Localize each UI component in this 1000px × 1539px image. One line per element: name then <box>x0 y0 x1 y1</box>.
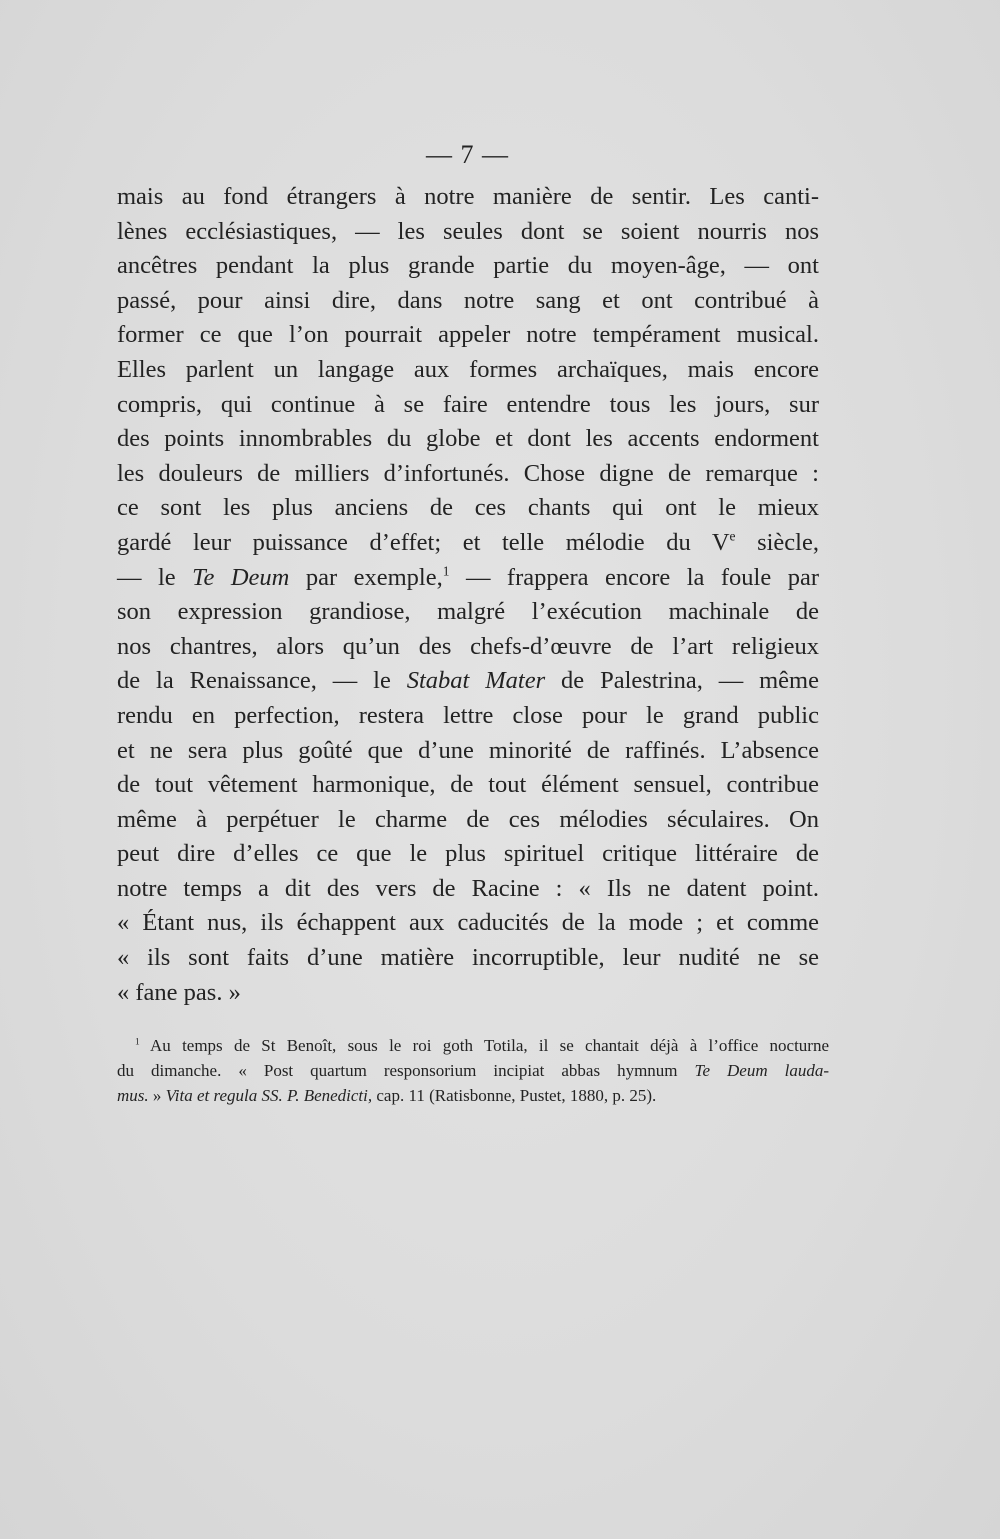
text-line: former ce que l’on pourrait appeler notre tempérament musical. <box>117 321 819 349</box>
text-line: peut dire d’elles ce que le plus spirituel critique littéraire de <box>117 840 819 868</box>
text-segment: de Palestrina, — même <box>545 667 819 695</box>
text-line <box>117 664 819 699</box>
footnote-marker: 1 <box>135 1037 140 1048</box>
footnote-reference: 1 <box>442 563 450 579</box>
italic-title: mus. <box>117 1086 149 1105</box>
text-line: son expression grandiose, malgré l’exécution machinale de <box>117 598 819 626</box>
text-segment: — frappera encore la foule par <box>449 563 819 591</box>
footnote <box>117 1033 829 1108</box>
text-segment: de la Renaissance, — le <box>117 667 407 695</box>
text-line: « fane pas. » <box>117 978 241 1006</box>
italic-title: Vita et regula SS. P. Benedicti, <box>165 1086 373 1105</box>
text-line: ancêtres pendant la plus grande partie du moyen-âge, — ont <box>117 252 819 280</box>
text-line: des points innombrables du globe et dont les accents endorment <box>117 425 819 453</box>
text-segment: gardé leur puissance d’effet; et telle mélodie du V <box>117 528 730 556</box>
text-segment: siècle, <box>735 528 819 556</box>
text-segment: par exemple, <box>289 563 443 591</box>
text-segment: — le <box>117 563 193 591</box>
page-number: — 7 — <box>426 140 509 169</box>
text-line: rendu en perfection, restera lettre close pour le grand public <box>117 701 819 729</box>
footnote-line <box>117 1058 829 1083</box>
body-text <box>117 180 819 1010</box>
footnote-line <box>117 1083 829 1108</box>
text-line: « Étant nus, ils échappent aux caducités de la mode ; et comme <box>117 909 819 937</box>
italic-title: Stabat Mater <box>406 667 546 695</box>
text-line: nos chantres, alors qu’un des chefs-d’œuvre de l’art religieux <box>117 632 819 660</box>
text-line: les douleurs de milliers d’infortunés. Chose digne de remarque : <box>117 459 819 487</box>
italic-title: Te Deum <box>192 563 290 591</box>
superscript: e <box>729 528 736 544</box>
footnote-line <box>117 1033 829 1058</box>
text-segment: Au temps de St Benoît, sous le roi goth Totila, il se chantait déjà à l’office nocturne <box>150 1036 829 1055</box>
text-line: même à perpétuer le charme de ces mélodies séculaires. On <box>117 805 819 833</box>
text-line: mais au fond étrangers à notre manière de sentir. Les canti- <box>117 183 819 210</box>
text-line: ce sont les plus anciens de ces chants qui ont le mieux <box>117 494 819 522</box>
italic-title: Te Deum lauda- <box>694 1061 829 1080</box>
text-line: Elles parlent un langage aux formes archaïques, mais encore <box>117 355 819 383</box>
text-line: passé, pour ainsi dire, dans notre sang et ont contribué à <box>117 286 819 314</box>
text-line: et ne sera plus goûté que d’une minorité de raffinés. L’absence <box>117 736 819 764</box>
text-segment: cap. 11 (Ratisbonne, Pustet, 1880, p. 25). <box>372 1086 657 1105</box>
text-line <box>117 526 819 561</box>
text-segment: » <box>148 1086 166 1105</box>
text-line: compris, qui continue à se faire entendre tous les jours, sur <box>117 390 819 418</box>
text-line <box>117 561 819 596</box>
text-segment: du dimanche. « Post quartum responsorium incipiat abbas hymnum <box>117 1061 695 1080</box>
text-line: de tout vêtement harmonique, de tout élément sensuel, contribue <box>117 771 819 799</box>
text-line: notre temps a dit des vers de Racine : « Ils ne datent point. <box>117 874 819 902</box>
text-line: « ils sont faits d’une matière incorruptible, leur nudité ne se <box>117 944 819 972</box>
text-line: lènes ecclésiastiques, — les seules dont se soient nourris nos <box>117 217 819 245</box>
